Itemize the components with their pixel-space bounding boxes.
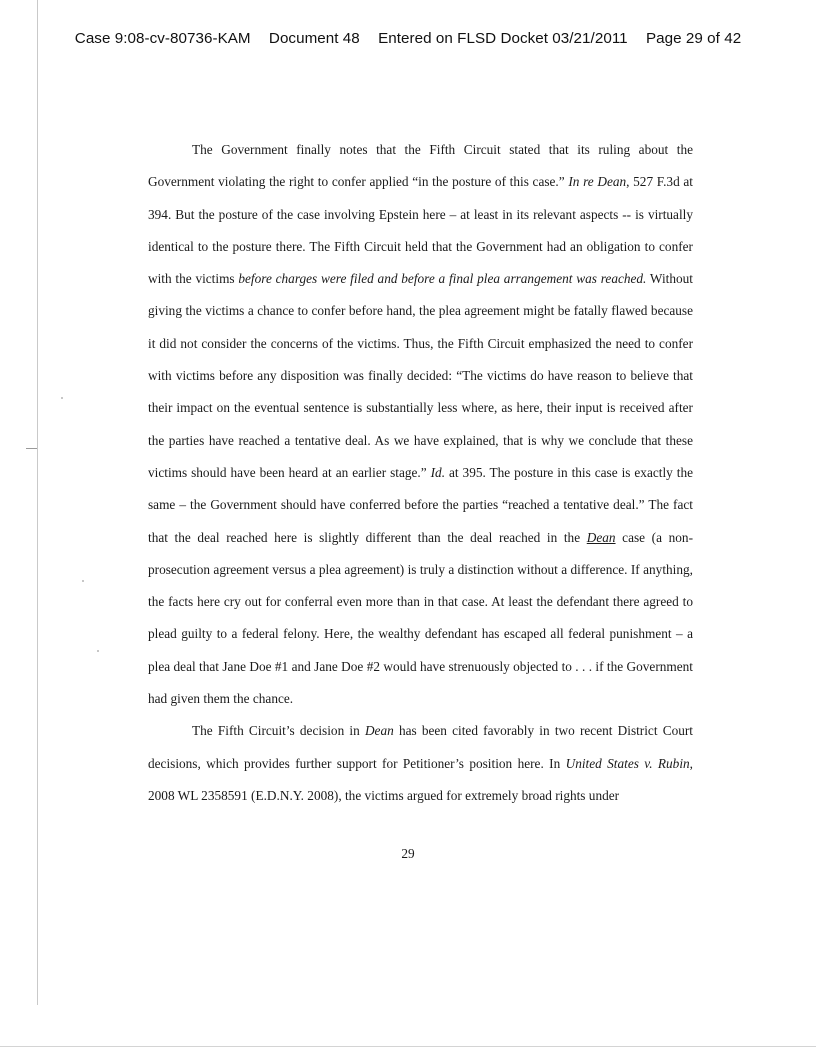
- header-entered-date: Entered on FLSD Docket 03/21/2011: [378, 30, 628, 47]
- scan-speck: [97, 650, 99, 652]
- header-case-number: Case 9:08-cv-80736-KAM: [74, 30, 251, 47]
- text-run: , 2008 WL 2358591 (E.D.N.Y. 2008), the victims argued for extremely broad rights under: [148, 755, 693, 803]
- text-run: The Fifth Circuit’s decision in: [192, 723, 365, 739]
- case-citation: Id.: [430, 464, 446, 480]
- page-number: 29: [401, 846, 415, 861]
- text-run: at 395. The posture in this case is exactly the same – the Government should have conferred before the parties “reached a tentative deal.” The fact that the deal reached here is slightly different than the deal reached in the: [148, 464, 694, 545]
- text-run: The Government finally notes that the Fifth Circuit stated that its ruling about the Government violating the right to confer applied “in the posture of this case.”: [148, 142, 693, 190]
- text-run: , 527 F.3d at 394. But the posture of the case involving Epstein here – at least in its relevant aspects -- is virtually identical to the posture there. The Fifth Circuit held that the Government had an obligation to confer with the victims: [148, 174, 693, 287]
- scan-bottom-line: [0, 1046, 816, 1047]
- paragraph: [148, 134, 693, 715]
- underlined-text: Dean: [586, 529, 616, 545]
- case-citation: In re Dean: [568, 174, 627, 190]
- scan-speck: [82, 580, 84, 582]
- scan-speck: [61, 397, 63, 399]
- header-document-number: Document 48: [268, 30, 360, 47]
- case-citation: United States v. Rubin: [565, 755, 690, 771]
- text-run: Without giving the victims a chance to confer before hand, the plea agreement might be fatally flawed because it did not consider the concerns of the victims. Thus, the Fifth Circuit emphasized the need to confer with victims before any disposition was finally decided: “The victims do have reason to believe that their impact on the eventual sentence is substantially less where, as here, their input is received after the parties have reached a tentative deal. As we have explained, that is why we conclude that these victims should have been heard at an earlier stage.”: [148, 271, 693, 480]
- case-citation: [587, 530, 616, 545]
- paragraph: [148, 715, 693, 812]
- header-page-count: Page 29 of 42: [645, 30, 742, 47]
- text-run: case (a non-prosecution agreement versus a plea agreement) is truly a distinction without a difference. If anything, the facts here cry out for conferral even more than in that case. At least the defendant there agreed to plead guilty to a federal felony. Here, the wealthy defendant has escaped all federal punishment – a plea deal that Jane Doe #1 and Jane Doe #2 would have strenuously objected to . . . if the Government had given them the chance.: [148, 529, 693, 707]
- text-run: has been cited favorably in two recent District Court decisions, which provides further support for Petitioner’s position here. In: [148, 723, 694, 771]
- case-citation: before charges were filed and before a final plea arrangement was reached.: [238, 271, 647, 287]
- scan-margin-tick: [26, 448, 37, 449]
- case-citation: Dean: [364, 723, 394, 739]
- docket-header: [0, 30, 816, 47]
- document-body: [148, 134, 693, 812]
